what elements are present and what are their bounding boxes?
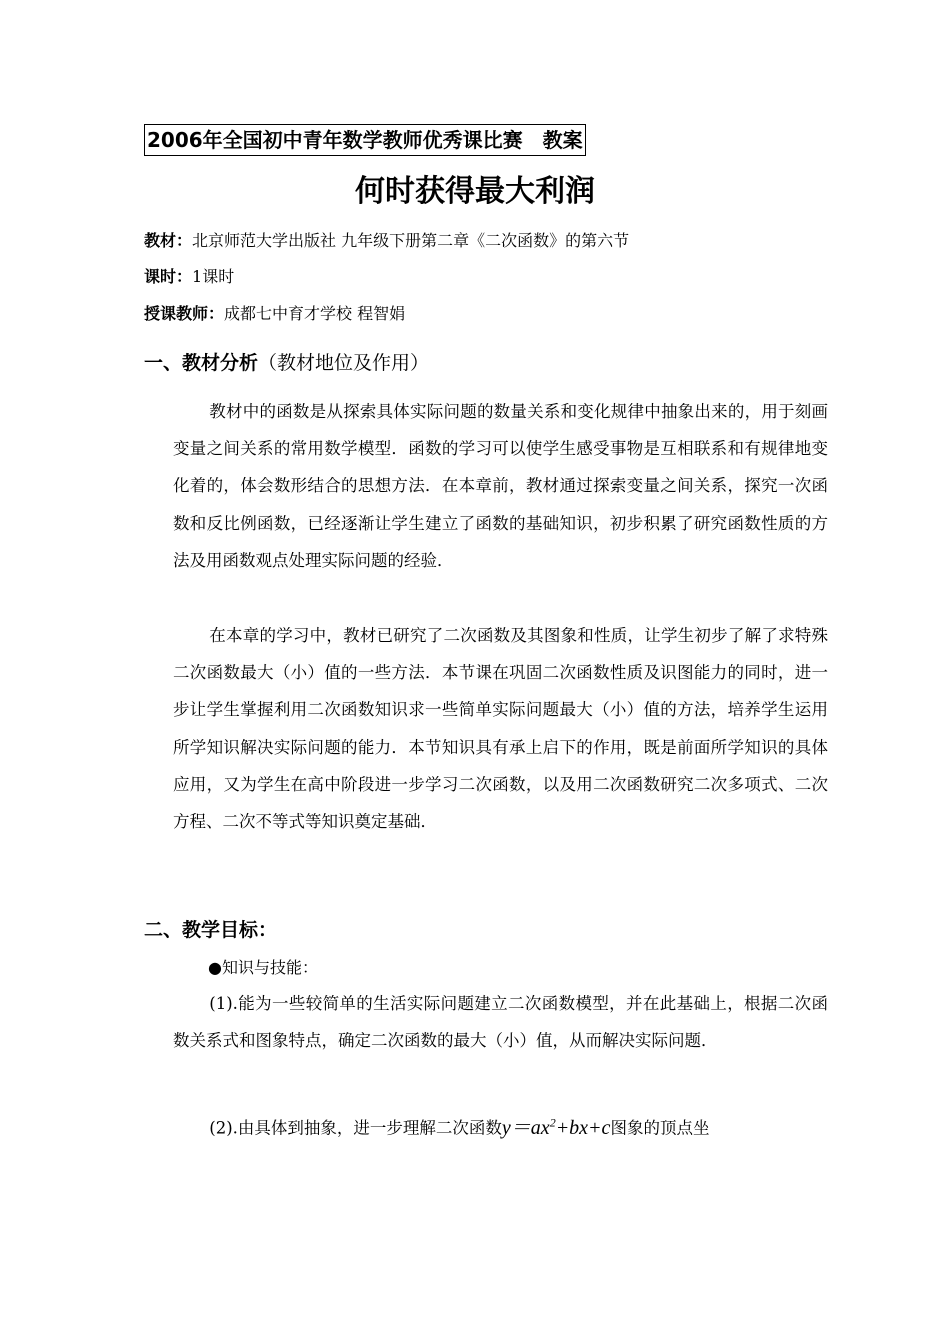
section1-paragraph-1: 教材中的函数是从探索具体实际问题的数量关系和变化规律中抽象出来的，用于刻画变量之间关系的常用数学模型．函数的学习可以使学生感受事物是互相联系和有规律地变化着的，体会数形结合的思想方法．在本章前，教材通过探索变量之间关系，探究一次函数和反比例函数，已经逐渐让学生建立了函数的基础知识，初步积累了研究函数性质的方法及用函数观点处理实际问题的经验． <box>173 402 828 570</box>
section1-paragraph-2: 在本章的学习中，教材已研究了二次函数及其图象和性质，让学生初步了解了求特殊二次函数最大（小）值的一些方法．本节课在巩固二次函数性质及识图能力的同时，进一步让学生掌握利用二次函数知识求一些简单实际问题最大（小）值的方法，培养学生运用所学知识解决实际问题的能力．本节知识具有承上启下的作用，既是前面所学知识的具体应用，又为学生在高中阶段进一步学习二次函数，以及用二次函数研究二次多项式、二次方程、二次不等式等知识奠定基础． <box>173 626 828 832</box>
objective-item-1: (1).能为一些较简单的生活实际问题建立二次函数模型，并在此基础上，根据二次函数关系式和图象特点，确定二次函数的最大（小）值，从而解决实际问题． <box>173 994 828 1051</box>
textbook-line <box>144 229 629 253</box>
contest-header: 2006年全国初中青年数学教师优秀课比赛 教案 <box>144 124 586 156</box>
teacher-value: 成都七中育才学校 程智娟 <box>224 304 406 323</box>
hours-value: 1课时 <box>192 267 235 286</box>
document-title: 何时获得最大利润 <box>355 174 595 209</box>
section2-title: 二、教学目标： <box>144 919 278 941</box>
hours-label: 课时： <box>144 267 193 286</box>
textbook-value: 北京师范大学出版社 九年级下册第二章《二次函数》的第六节 <box>192 231 630 250</box>
teacher-label: 授课教师： <box>144 304 225 323</box>
quadratic-formula: $y=ax^2+bx+c$ <box>501 1115 611 1139</box>
section1-title: 一、教材分析 <box>144 352 259 374</box>
section1-heading <box>144 349 429 377</box>
textbook-label: 教材： <box>144 231 193 250</box>
item2-text-pre: (2).由具体到抽象，进一步理解二次函数 <box>209 1118 502 1138</box>
item2-text-post: 图象的顶点坐 <box>610 1118 710 1138</box>
knowledge-skills-subheading: ●知识与技能： <box>208 958 318 977</box>
objective-item-2 <box>173 1104 828 1147</box>
teacher-line <box>144 302 405 326</box>
section2-heading <box>144 916 277 944</box>
hours-line <box>144 265 234 289</box>
section1-note: （教材地位及作用） <box>258 352 430 374</box>
